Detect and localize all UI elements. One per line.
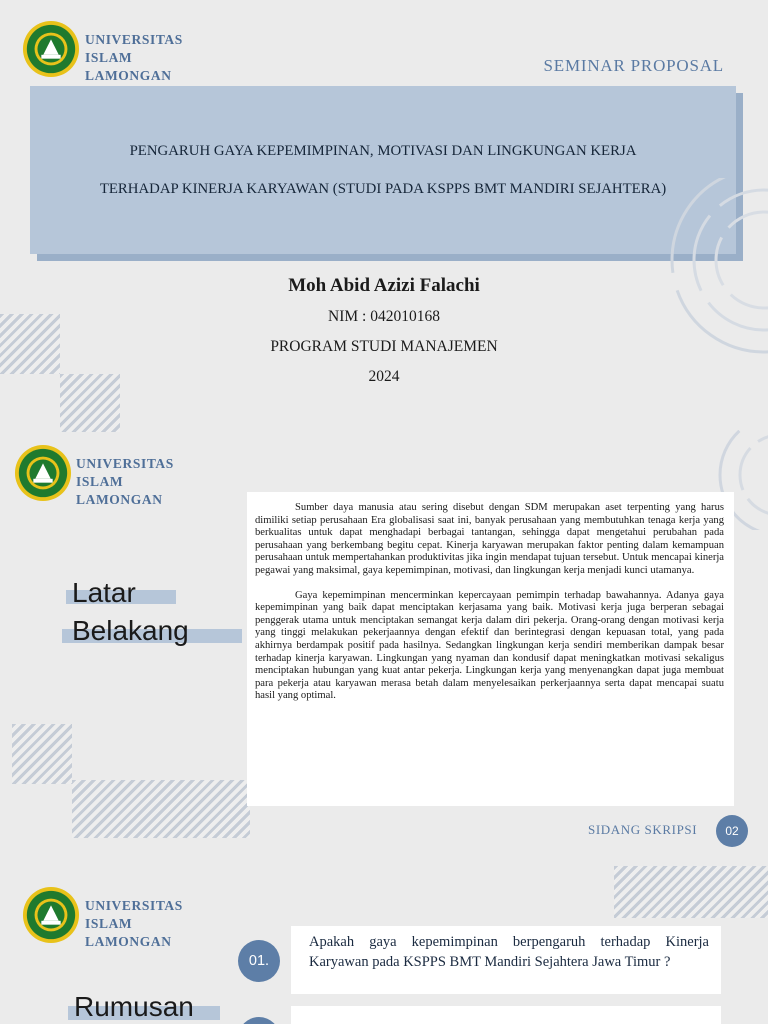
page-number: 02: [716, 815, 748, 847]
university-name: [76, 455, 174, 509]
question-box-2: [291, 1006, 721, 1024]
paragraph-1: Sumber daya manusia atau sering disebut dengan SDM merupakan aset terpenting yang harus dimiliki setiap perusahaan Era globalisasi saat ini, banyak perusahaan yang membutuhkan tenaga kerja yang berkualitas untuk dapat menghadapi berbagai tantangan, sehingga dapat mengetahui perubahan pada perusahaan yang berkembang begitu cepat. Kinerja karyawan merupakan faktor penting dalam kemampuan perusahaan untuk mempertahankan produktivitas jika ingin mendapat tujuan tersebut. Untuk mencapai kinerja pegawai yang maksimal, gaya kepemimpinan, motivasi, dan lingkungan kerja menjadi kunci utamanya.: [255, 502, 724, 576]
section-title-belakang: Belakang: [72, 615, 189, 646]
item-number-2: [238, 1017, 280, 1024]
hatch-decoration: [614, 866, 768, 918]
hatch-decoration: [12, 724, 72, 784]
question-text-1: Apakah gaya kepemimpinan berpengaruh terhadap Kinerja Karyawan pada KSPPS BMT Mandiri Sejahtera Jawa Timur ?: [309, 934, 709, 970]
university-line-2: ISLAM: [85, 50, 133, 65]
university-line-1: UNIVERSITAS: [85, 898, 183, 913]
section-title-rumusan: Rumusan: [74, 991, 194, 1022]
decorative-circles-icon: [660, 178, 768, 358]
university-line-3: LAMONGAN: [85, 934, 172, 949]
hatch-decoration: [0, 314, 60, 374]
seminar-label: SEMINAR PROPOSAL: [543, 56, 724, 75]
university-name: [85, 897, 183, 951]
year: 2024: [368, 368, 400, 385]
question-box-1: [291, 926, 721, 994]
sidang-skripsi-label: SIDANG SKRIPSI: [588, 822, 698, 837]
author-name: Moh Abid Azizi Falachi: [288, 275, 480, 296]
university-logo-icon: [14, 444, 72, 502]
title-band: [30, 86, 736, 254]
university-name: [85, 31, 183, 85]
university-line-3: LAMONGAN: [85, 68, 172, 83]
program: PROGRAM STUDI MANAJEMEN: [270, 338, 498, 355]
title-line-2: TERHADAP KINERJA KARYAWAN (STUDI PADA KSPPS BMT MANDIRI SEJAHTERA): [99, 181, 667, 197]
university-line-1: UNIVERSITAS: [76, 456, 174, 471]
university-logo-icon: [22, 20, 80, 78]
section-title-latar: Latar: [72, 577, 136, 608]
university-logo-icon: [22, 886, 80, 944]
title-line-1: PENGARUH GAYA KEPEMIMPINAN, MOTIVASI DAN LINGKUNGAN KERJA: [129, 143, 637, 159]
paragraph-2: Gaya kepemimpinan mencerminkan kepercayaan pemimpin terhadap bawahannya. Adanya gaya kepemimpinan yang baik dapat menciptakan kerjasama yang baik. Motivasi kerja juga berperan sebagai penggerak utama untuk menciptakan semangat kerja dalam diri pekerja. Orang-orang dengan motivasi kerja yang tinggi melakukan pekerjaannya dengan efektif dan berintegrasi dengan kepuasan total, yang pada akhirnya berdampak positif pada hasilnya. Sedangkan lingkungan kerja sendiri memberikan dampak besar terhadap kinerja karyawan. Lingkungan yang nyaman dan kondusif dapat meningkatkan motivasi sekaligus menciptakan hubungan yang kuat antar pekerja. Lingkungan kerja yang menyenangkan dapat juga membuat para pekerja atau karyawan merasa betah dalam menyelesaikan perkerjaannya serta dapat mencapai suatu hasil yang optimal.: [255, 589, 724, 702]
nim: NIM : 042010168: [328, 308, 440, 325]
university-line-2: ISLAM: [85, 916, 133, 931]
university-line-3: LAMONGAN: [76, 492, 163, 507]
background-text-box: [247, 492, 734, 806]
university-line-1: UNIVERSITAS: [85, 32, 183, 47]
hatch-decoration: [60, 374, 120, 432]
university-line-2: ISLAM: [76, 474, 124, 489]
item-number-1: 01.: [238, 940, 280, 982]
hatch-decoration: [72, 780, 250, 838]
